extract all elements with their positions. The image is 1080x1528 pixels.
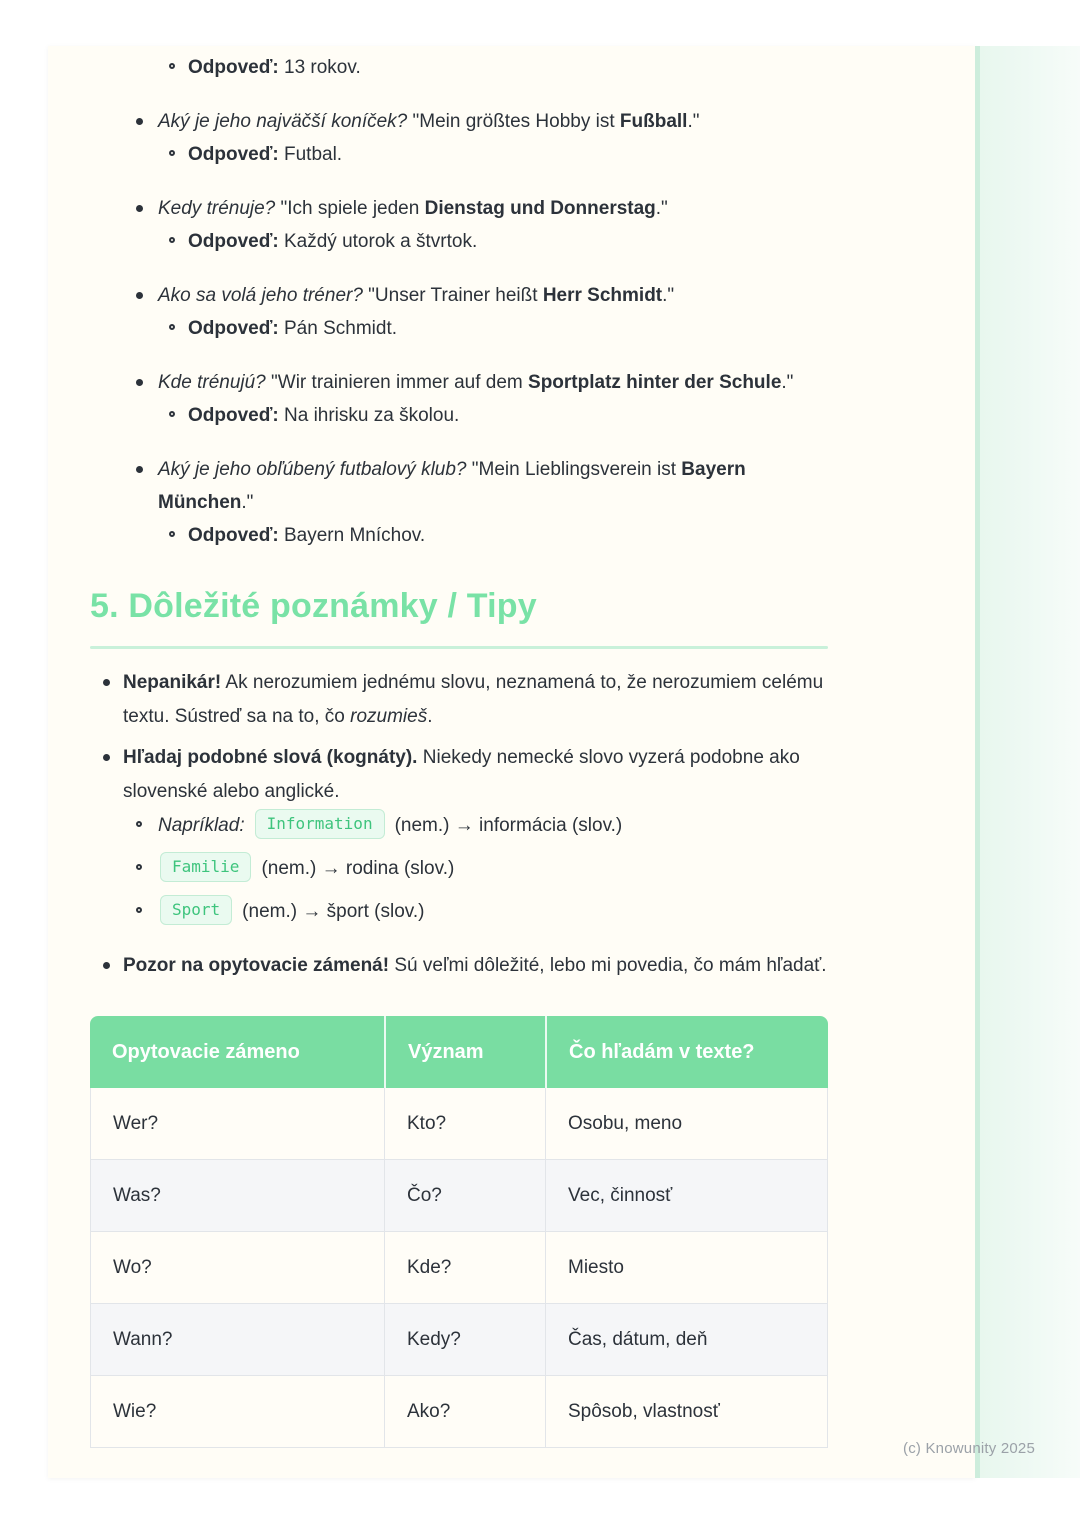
qa-item	[136, 366, 828, 432]
answer-text	[188, 51, 828, 84]
table-row	[90, 1232, 828, 1304]
answer-label: Odpoveď:	[188, 405, 279, 426]
question-text	[158, 279, 828, 312]
table-cell: Miesto	[545, 1232, 828, 1304]
example-translation: (nem.) → informácia (slov.)	[394, 815, 623, 836]
qa-question	[136, 453, 828, 519]
page-content	[48, 46, 975, 1448]
answer-value: Futbal.	[278, 144, 343, 165]
table-cell: Wer?	[90, 1088, 384, 1160]
bullet-circle-icon	[136, 809, 158, 843]
table-header-row	[90, 1016, 828, 1088]
tip-body: Sú veľmi dôležité, lebo mi povedia, čo mám hľadať.	[389, 955, 827, 976]
answer-text	[188, 519, 828, 552]
example-translation: (nem.) → rodina (slov.)	[261, 858, 455, 879]
german-quote-suffix: ."	[662, 285, 675, 306]
german-quote-prefix: "Mein Lieblingsverein ist	[466, 459, 682, 480]
next-page-preview	[980, 46, 1080, 1478]
bullet-dot-icon	[103, 666, 123, 734]
code-badge: Familie	[160, 852, 251, 882]
example-text	[158, 895, 828, 929]
german-quote-prefix: "Ich spiele jeden	[275, 198, 425, 219]
bullet-dot-icon	[103, 741, 123, 809]
bullet-circle-icon	[169, 225, 188, 258]
qa-answer	[169, 312, 828, 345]
bullet-circle-icon	[169, 519, 188, 552]
cognate-example	[136, 895, 828, 929]
table-row	[90, 1304, 828, 1376]
table-row	[90, 1088, 828, 1160]
tip-item	[103, 741, 828, 809]
document-page	[48, 46, 975, 1478]
table-cell: Wie?	[90, 1376, 384, 1448]
table-header-cell: Čo hľadám v texte?	[545, 1016, 828, 1088]
answer-label: Odpoveď:	[188, 57, 279, 78]
question-slovak: Kedy trénuje?	[158, 198, 276, 219]
table-cell: Osobu, meno	[545, 1088, 828, 1160]
table-cell: Čo?	[384, 1160, 545, 1232]
tip-bold: Pozor na opytovacie zámená!	[123, 955, 390, 976]
table-cell: Vec, činnosť	[545, 1160, 828, 1232]
table-cell: Spôsob, vlastnosť	[545, 1376, 828, 1448]
example-translation: (nem.) → šport (slov.)	[242, 901, 425, 922]
bullet-circle-icon	[169, 399, 188, 432]
table-row	[90, 1376, 828, 1448]
answer-text	[188, 399, 828, 432]
answer-value: Každý utorok a štvrtok.	[278, 231, 478, 252]
bullet-circle-icon	[136, 895, 158, 929]
cognate-example	[136, 809, 828, 843]
copyright-footer: (c) Knowunity 2025	[903, 1440, 1036, 1457]
tip-bold: Nepanikár!	[123, 672, 222, 693]
bullet-dot-icon	[136, 105, 158, 138]
qa-item	[136, 192, 828, 258]
question-slovak: Aký je jeho obľúbený futbalový klub?	[158, 459, 467, 480]
german-quote-bold: Dienstag und Donnerstag	[424, 198, 656, 219]
question-text	[158, 366, 828, 399]
qa-question	[136, 192, 828, 225]
bullet-dot-icon	[136, 453, 158, 519]
german-quote-suffix: ."	[687, 111, 700, 132]
german-quote-prefix: "Wir trainieren immer auf dem	[265, 372, 529, 393]
code-badge: Sport	[160, 895, 232, 925]
bullet-dot-icon	[103, 949, 123, 983]
table-header-cell: Opytovacie zámeno	[90, 1016, 384, 1088]
table-cell: Wann?	[90, 1304, 384, 1376]
example-text	[158, 809, 828, 843]
question-slovak: Kde trénujú?	[158, 372, 266, 393]
table-row	[90, 1160, 828, 1232]
question-slovak: Ako sa volá jeho tréner?	[158, 285, 363, 306]
bullet-dot-icon	[136, 366, 158, 399]
answer-text	[188, 312, 828, 345]
question-text	[158, 105, 828, 138]
question-text	[158, 192, 828, 225]
german-quote-bold: Sportplatz hinter der Schule	[528, 372, 782, 393]
table-cell: Kto?	[384, 1088, 545, 1160]
table-cell: Wo?	[90, 1232, 384, 1304]
section-divider	[90, 646, 828, 649]
table-cell: Ako?	[384, 1376, 545, 1448]
question-slovak: Aký je jeho najväčší koníček?	[158, 111, 408, 132]
question-text	[158, 453, 828, 519]
answer-label: Odpoveď:	[188, 525, 279, 546]
german-quote-bold: Herr Schmidt	[542, 285, 663, 306]
qa-item	[136, 453, 828, 552]
qa-question	[136, 105, 828, 138]
answer-value: 13 rokov.	[278, 57, 361, 78]
cognate-example	[136, 852, 828, 886]
qa-answer	[169, 138, 828, 171]
answer-label: Odpoveď:	[188, 318, 279, 339]
example-label: Napríklad:	[158, 815, 245, 836]
answer-value: Bayern Mníchov.	[278, 525, 426, 546]
section-heading: 5. Dôležité poznámky / Tipy	[90, 587, 537, 625]
tip-text	[123, 949, 828, 983]
qa-answer	[169, 519, 828, 552]
answer-text	[188, 225, 828, 258]
table-header-cell: Význam	[384, 1016, 545, 1088]
tip-body: Ak nerozumiem jednému slovu, neznamená to, že nerozumiem celému textu. Sústreď sa na to, čo	[123, 672, 824, 727]
german-quote-prefix: "Unser Trainer heißt	[362, 285, 543, 306]
tip-item	[103, 949, 828, 983]
bullet-circle-icon	[169, 138, 188, 171]
german-quote-suffix: ."	[241, 492, 254, 513]
qa-question	[136, 279, 828, 312]
tip-bold: Hľadaj podobné slová (kognáty).	[123, 747, 418, 768]
bullet-dot-icon	[136, 192, 158, 225]
code-badge: Information	[255, 809, 385, 839]
bullet-circle-icon	[169, 51, 188, 84]
tip-text	[123, 666, 828, 734]
answer-label: Odpoveď:	[188, 231, 279, 252]
answer-value: Pán Schmidt.	[278, 318, 397, 339]
german-quote-suffix: ."	[655, 198, 668, 219]
tip-body: Niekedy nemecké slovo vyzerá podobne ako slovenské alebo anglické.	[123, 747, 800, 802]
tip-item	[103, 666, 828, 734]
tip-text	[123, 741, 828, 809]
qa-item	[136, 279, 828, 345]
tip-italic: rozumieš	[350, 706, 428, 727]
table-cell: Kedy?	[384, 1304, 545, 1376]
answer-label: Odpoveď:	[188, 144, 279, 165]
tip-suffix: .	[427, 706, 433, 727]
bullet-circle-icon	[169, 312, 188, 345]
example-text	[158, 852, 828, 886]
qa-item	[136, 105, 828, 171]
answer-text	[188, 138, 828, 171]
qa-answer	[169, 51, 828, 84]
question-words-table	[90, 1016, 828, 1448]
german-quote-prefix: "Mein größtes Hobby ist	[407, 111, 620, 132]
table-cell: Čas, dátum, deň	[545, 1304, 828, 1376]
german-quote-bold: Bayern München	[158, 459, 746, 513]
german-quote-suffix: ."	[781, 372, 794, 393]
german-quote-bold: Fußball	[619, 111, 688, 132]
bullet-dot-icon	[136, 279, 158, 312]
table-cell: Kde?	[384, 1232, 545, 1304]
answer-value: Na ihrisku za školou.	[278, 405, 460, 426]
table-cell: Was?	[90, 1160, 384, 1232]
qa-answer	[169, 399, 828, 432]
qa-answer	[169, 225, 828, 258]
bullet-circle-icon	[136, 852, 158, 886]
qa-question	[136, 366, 828, 399]
